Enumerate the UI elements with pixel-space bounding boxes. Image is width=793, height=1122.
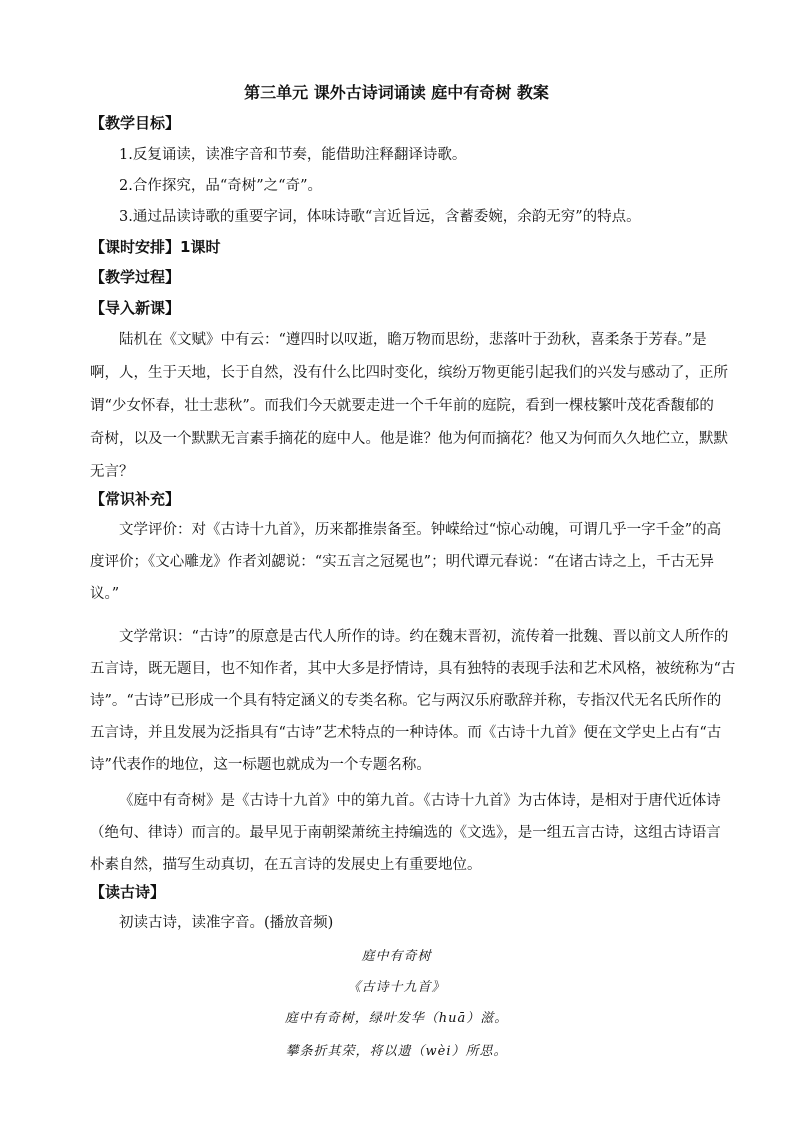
schedule-label: 【课时安排】 (90, 238, 181, 256)
goal-item-1: 1.反复诵读，读准字音和节奏，能借助注释翻译诗歌。 (119, 147, 467, 163)
heading-intro: 【导入新课】 (90, 299, 181, 317)
document-title: 第三单元 课外古诗词诵读 庭中有奇树 教案 (244, 83, 549, 102)
common-line-4: 五言诗，并且发展为泛指具有“古诗”艺术特点的一种诗体。而《古诗十九首》便在文学史上占有“古 (90, 725, 722, 741)
schedule-value: 1课时 (180, 238, 221, 256)
heading-read-poem: 【读古诗】 (90, 883, 166, 901)
intro-line-4: 奇树，以及一个默默无言素手摘花的庭中人。他是谁？他为何而摘花？他又为何而久久地伫立，默默 (90, 431, 728, 447)
poem-source: 《古诗十九首》 (347, 980, 446, 995)
intro-line-3: 谓“少女怀春，壮士悲秋”。而我们今天就要走进一个千年前的庭院，看到一棵枝繁叶茂花香馥郁的 (90, 398, 714, 414)
poem-title: 庭中有奇树 (361, 949, 432, 964)
read-instruction: 初读古诗，读准字音。(播放音频) (119, 915, 334, 931)
intro-line-2: 啊，人，生于天地，长于自然，没有什么比四时变化，缤纷万物更能引起我们的兴发与感动了，正所 (90, 365, 728, 381)
poem-line-2: 攀条折其荣，将以遗（wèi）所思。 (285, 1044, 508, 1059)
common-line-3: 诗”。“古诗”已形成一个具有特定涵义的专类名称。它与两汉乐府歌辞并称，专指汉代无名氏所作的 (90, 693, 722, 709)
poem-intro-line-3: 朴素自然，描写生动真切，在五言诗的发展史上有重要地位。 (90, 857, 482, 873)
heading-schedule (90, 237, 220, 257)
heading-teaching-process: 【教学过程】 (90, 268, 181, 286)
poem-intro-line-1: 《庭中有奇树》是《古诗十九首》中的第九首。《古诗十九首》为古体诗，是相对于唐代近体诗 (119, 793, 721, 809)
common-line-2: 五言诗，既无题目，也不知作者，其中大多是抒情诗，具有独特的表现手法和艺术风格，被统称为“古 (90, 661, 736, 677)
heading-teaching-goals: 【教学目标】 (90, 114, 181, 132)
review-line-2: 度评价；《文心雕龙》作者刘勰说：“实五言之冠冕也”；明代谭元春说：“在诸古诗之上，千古无异 (90, 554, 714, 570)
review-line-3: 议。” (90, 586, 120, 602)
poem-intro-line-2: （绝句、律诗）而言的。最早见于南朝梁萧统主持编选的《文选》，是一组五言古诗，这组古诗语言 (90, 825, 721, 841)
intro-line-5: 无言？ (90, 464, 134, 480)
heading-knowledge: 【常识补充】 (90, 490, 181, 508)
review-line-1: 文学评价：对《古诗十九首》，历来都推崇备至。钟嵘给过“惊心动魄，可谓几乎一字千金”的高 (119, 522, 722, 538)
common-line-5: 诗”代表作的地位，这一标题也就成为一个专题名称。 (90, 757, 431, 773)
common-line-1: 文学常识：“古诗”的原意是古代人所作的诗。约在魏末晋初，流传着一批魏、晋以前文人所作的 (119, 629, 729, 645)
poem-line-1: 庭中有奇树，绿叶发华（huā）滋。 (284, 1011, 509, 1026)
goal-item-3: 3.通过品读诗歌的重要字词，体味诗歌“言近旨远，含蓄委婉，余韵无穷”的特点。 (119, 209, 641, 225)
goal-item-2: 2.合作探究，品“奇树”之“奇”。 (119, 178, 322, 194)
intro-line-1: 陆机在《文赋》中有云：“遵四时以叹逝，瞻万物而思纷，悲落叶于劲秋，喜柔条于芳春。”是 (119, 332, 707, 348)
